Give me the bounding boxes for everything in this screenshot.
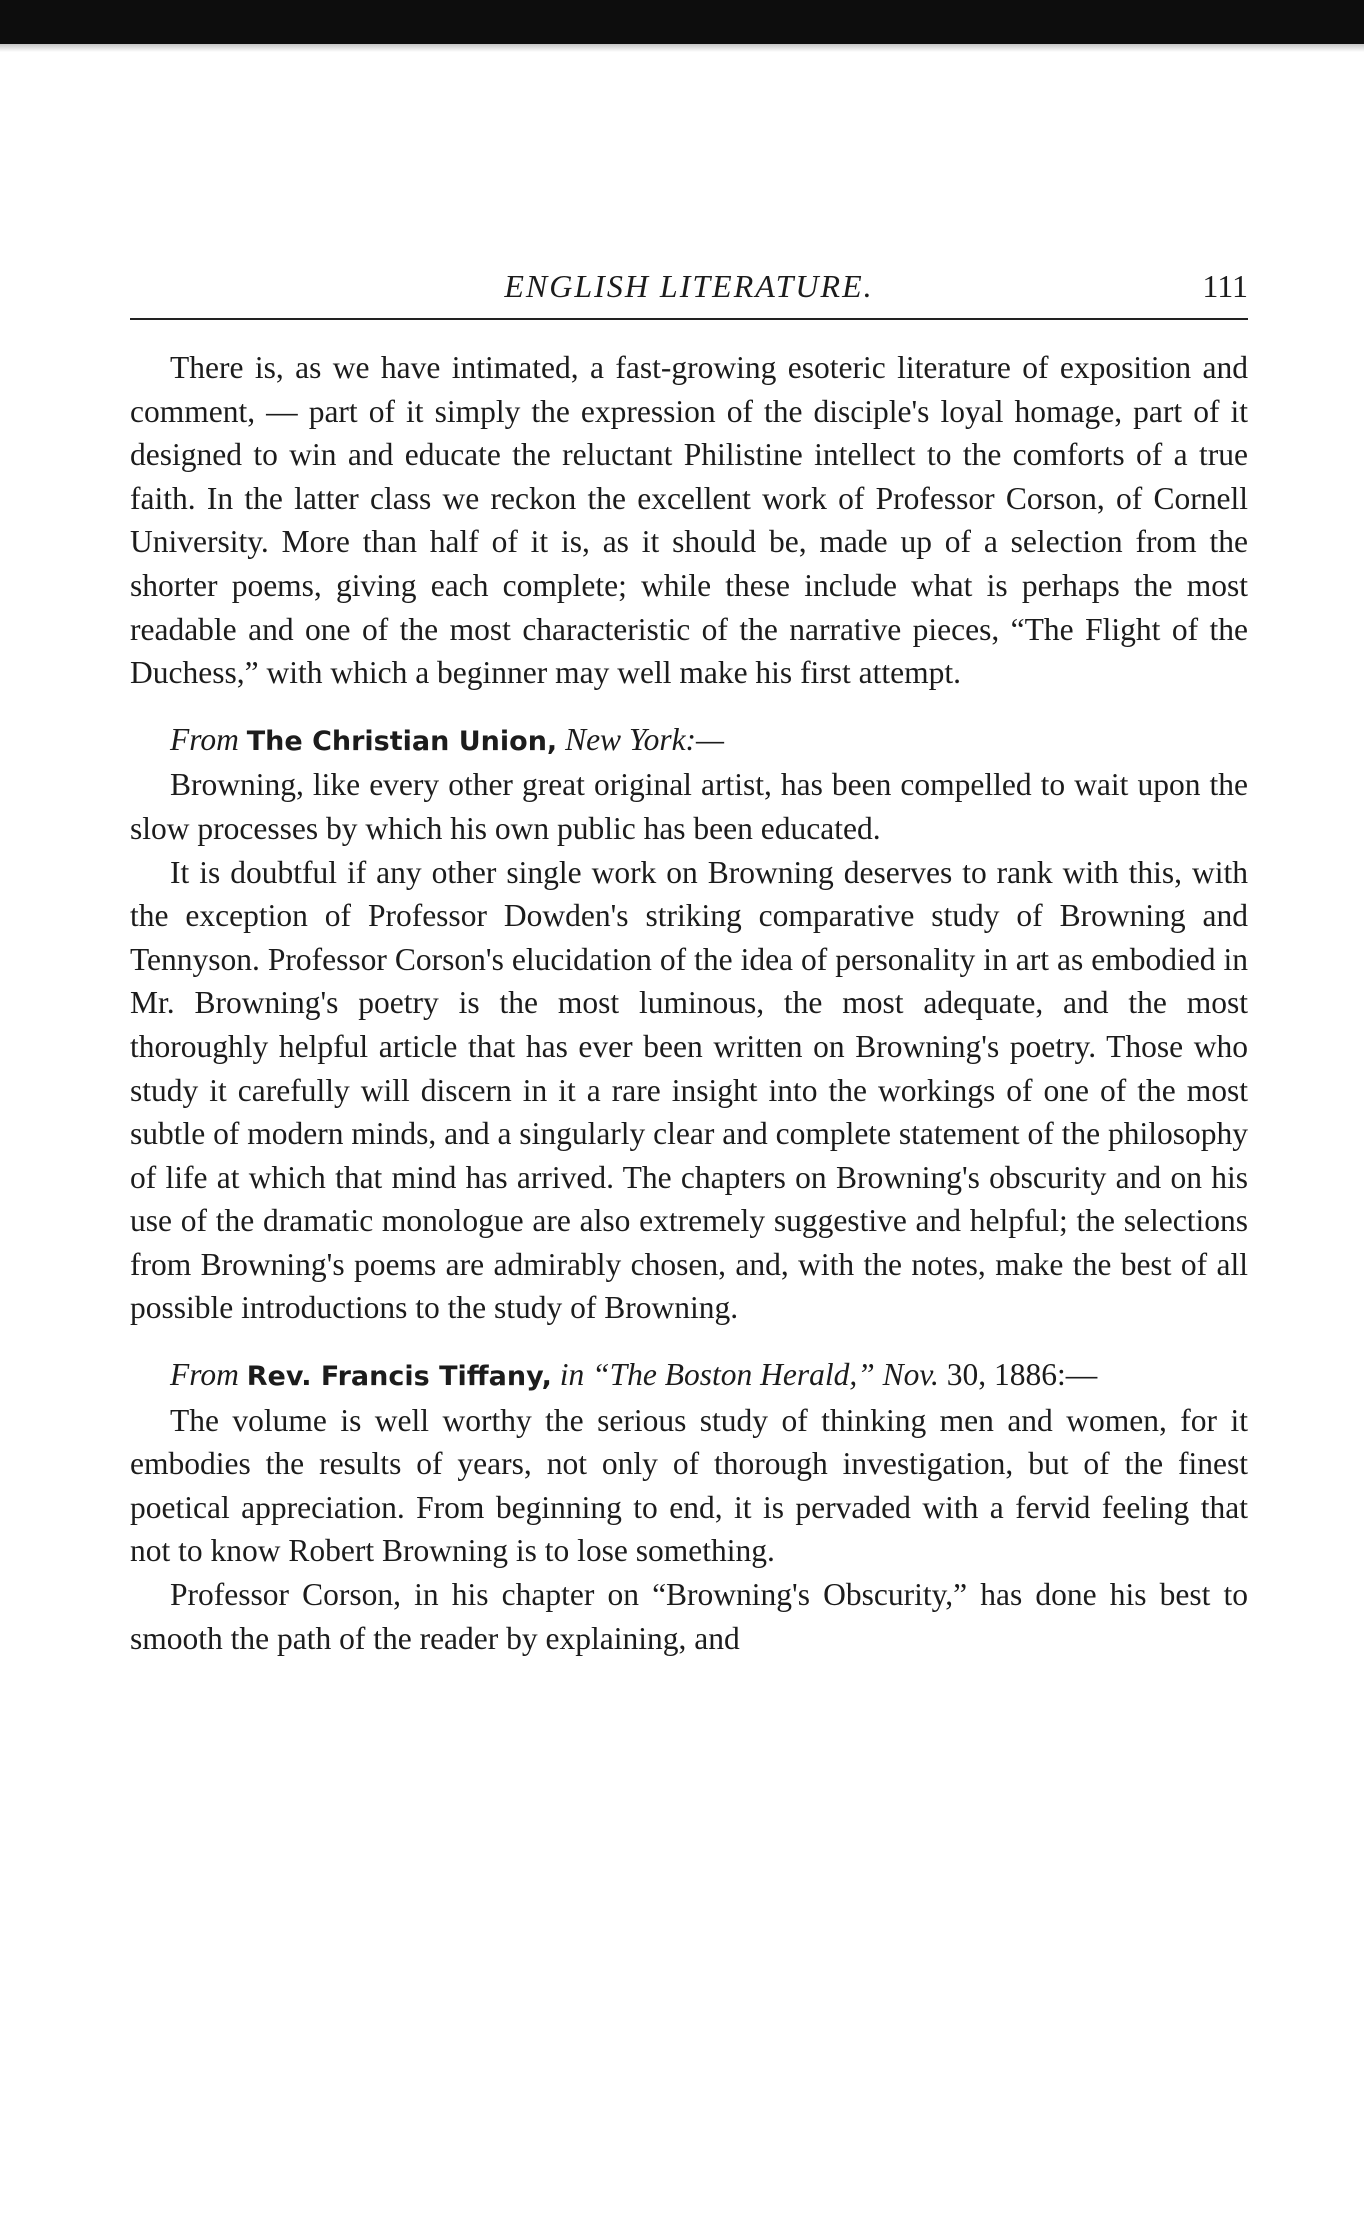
attribution-prefix: From (170, 1357, 239, 1393)
attribution-source: The Christian Union, (246, 725, 558, 757)
page-number: 111 (1202, 268, 1248, 304)
attribution-christian-union (130, 718, 1248, 764)
scan-edge-shadow (0, 44, 1364, 52)
page-header (130, 262, 1248, 310)
attribution-prefix: From (170, 721, 239, 757)
paragraph-volume-worthy: The volume is well worthy the serious study of thinking men and women, for it embodies the results of years, not only of thorough investigation, but of the finest poetical appreciation. From beginning to end, it is pervaded with a fervid feeling that not to know Robert Browning is to lose something. (130, 1402, 1248, 1569)
scan-top-edge (0, 0, 1364, 44)
paragraph-doubtful: It is doubtful if any other single work on Browning deserves to rank with this, with the exception of Professor Dowden's striking comparative study of Browning and Tennyson. Professor Corson's elucidation of the idea of personality in art as embodied in Mr. Browning's poetry is the most luminous, the most adequate, and the most thoroughly helpful article that has ever been written on Browning's poetry. Those who study it carefully will discern in it a rare insight into the workings of one of the most subtle of modern minds, and a singularly clear and complete statement of the philosophy of life at which that mind has arrived. The chapters on Browning's obscurity and on his use of the dramatic monologue are also extremely suggestive and helpful; the selections from Browning's poems are admirably chosen, and, with the notes, make the best of all possible introductions to the study of Browning. (130, 854, 1248, 1326)
running-title: ENGLISH LITERATURE. (504, 268, 874, 304)
attribution-date-month: Nov. (882, 1357, 939, 1393)
attribution-boston-herald (130, 1353, 1248, 1399)
attribution-place: New York:— (565, 721, 725, 757)
paragraph-browning-compelled: Browning, like every other great original artist, has been compelled to wait upon the slow processes by which his own public has been educated. (130, 767, 1248, 846)
header-rule (130, 318, 1248, 320)
paragraph-esoteric-literature: There is, as we have intimated, a fast-growing esoteric literature of exposition and comment, — part of it simply the expression of the disciple's loyal homage, part of it designed to win and educate the reluctant Philistine intellect to the comforts of a true faith. In the latter class we reckon the excellent work of Professor Corson, of Cornell University. More than half of it is, as it should be, made up of a selection from the shorter poems, giving each complete; while these include what is perhaps the most readable and one of the most characteristic of the narrative pieces, “The Flight of the Duchess,” with which a beginner may well make his first attempt. (130, 350, 1248, 691)
paragraph-corson-obscurity: Professor Corson, in his chapter on “Browning's Obscurity,” has done his best to smooth the path of the reader by explaining, and (130, 1577, 1248, 1656)
attribution-date: 30, 1886:— (946, 1357, 1098, 1393)
attribution-publication: “The Boston Herald,” (592, 1357, 875, 1393)
page-body (130, 346, 1248, 1660)
attribution-source: Rev. Francis Tiffany, (246, 1361, 552, 1393)
attribution-in-word: in (559, 1357, 585, 1393)
